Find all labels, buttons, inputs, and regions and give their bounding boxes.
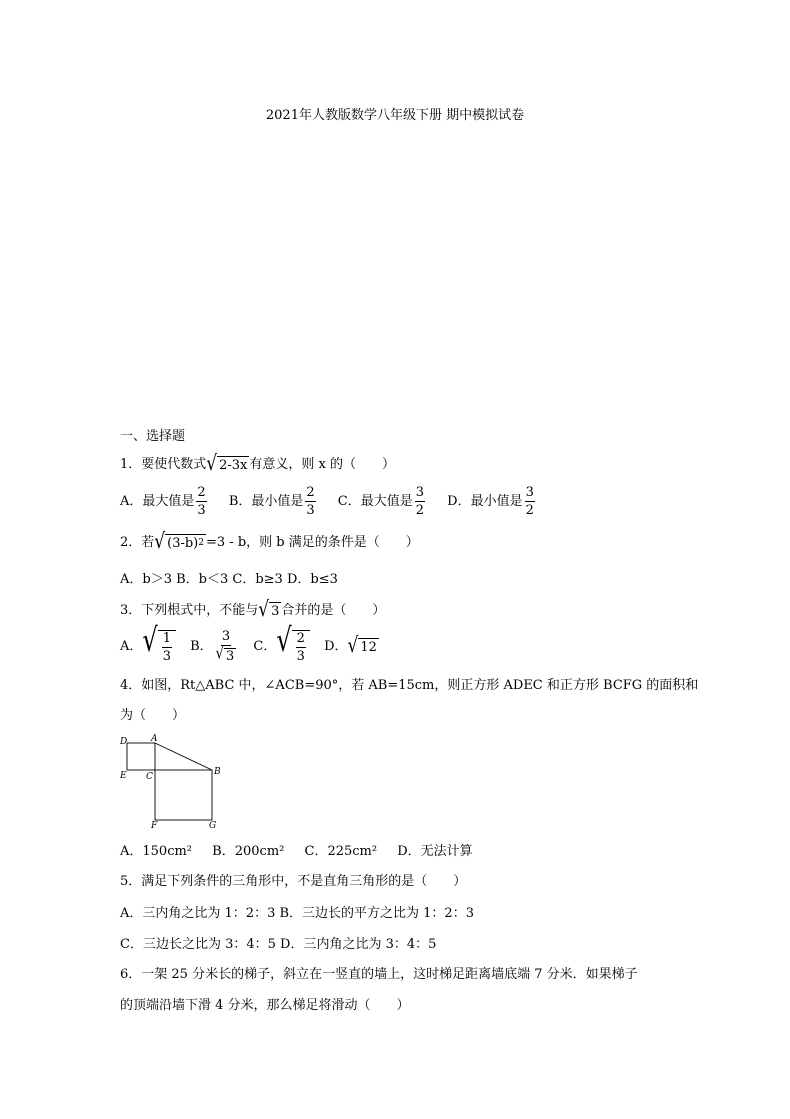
section-heading: 一、选择题 <box>120 429 186 444</box>
q1-option-a: A．最大值是 $\frac{2}{3}$ <box>120 485 206 518</box>
question-1 <box>120 451 396 477</box>
q3-option-a: A． √ $\frac{1}{3}$ <box>120 630 176 663</box>
q4-options <box>120 845 489 858</box>
q2-options: A．b＞3 B．b＜3 C．b≥3 D．b≤3 <box>120 572 338 587</box>
q1-options <box>120 486 553 517</box>
q2-suffix: =3 - b，则 b 满足的条件是（ ） <box>206 535 419 550</box>
q3-suffix: 合并的是（ ） <box>281 603 386 618</box>
question-3 <box>120 597 386 623</box>
q4-option-c: C．225cm² <box>304 844 378 859</box>
q2-radical: √ (3-b) 2 <box>154 529 204 555</box>
q5-stem: 5．满足下列条件的三角形中，不是直角三角形的是（ ） <box>120 874 467 889</box>
label-d: D <box>120 737 128 747</box>
label-a: A <box>151 734 158 744</box>
label-f: F <box>151 821 158 830</box>
q5-options-ab: A．三内角之比为 1：2：3 B．三边长的平方之比为 1：2：3 <box>120 906 474 921</box>
q5-options-cd: C．三边长之比为 3：4：5 D．三内角之比为 3：4：5 <box>120 937 437 952</box>
label-c: C <box>146 772 153 782</box>
q6-stem-line2: 的顶端沿墙下滑 4 分米，那么梯足将滑动（ ） <box>120 998 410 1013</box>
q4-figure <box>118 734 228 830</box>
q1-radicand: 2-3x <box>219 458 248 473</box>
square-bcfg <box>155 770 212 820</box>
square-adec <box>127 743 155 770</box>
hypotenuse-ab <box>155 743 212 770</box>
q4-option-d: D．无法计算 <box>397 844 473 859</box>
q3-prefix: 3．下列根式中，不能与 <box>120 603 259 618</box>
q3-option-d: D． √ 12 <box>324 633 377 659</box>
q1-radical: √ 2-3x <box>206 451 248 477</box>
label-e: E <box>120 771 127 781</box>
question-2 <box>120 529 419 555</box>
q3-option-c: C． √ $\frac{2}{3}$ <box>253 630 310 663</box>
q2-radicand: (3-b) <box>167 536 199 551</box>
q4-stem-line1: 4．如图，Rt△ABC 中，∠ACB=90°，若 AB=15cm，则正方形 ADEC 和正方形 BCFG 的面积和 <box>120 678 699 693</box>
q2-prefix: 2．若 <box>120 535 155 550</box>
q3-radicand: 3 <box>271 604 280 619</box>
label-g: G <box>209 821 217 830</box>
q1-option-b: B．最小值是 $\frac{2}{3}$ <box>228 485 315 518</box>
q1-prefix: 1．要使代数式 <box>120 457 207 472</box>
q1-suffix: 有意义，则 x 的（ ） <box>249 457 396 472</box>
q3-options <box>120 621 395 664</box>
q4-stem-line2: 为（ ） <box>120 708 186 723</box>
q1-option-c: C．最大值是 $\frac{3}{2}$ <box>337 485 425 518</box>
label-b: B <box>214 767 221 777</box>
q2-exponent: 2 <box>198 538 204 548</box>
q6-stem-line1: 6．一架 25 分米长的梯子，斜立在一竖直的墙上，这时梯足距离墙底端 7 分米．如果梯子 <box>120 967 638 982</box>
q3-radical: √ 3 <box>258 597 280 623</box>
q1-option-d: D．最小值是 $\frac{3}{2}$ <box>447 485 534 518</box>
page-title: 2021年人教版数学八年级下册 期中模拟试卷 <box>265 108 525 123</box>
q4-option-b: B．200cm² <box>212 844 285 859</box>
q3-option-b: B． 3 √ 3 <box>190 629 235 664</box>
q4-option-a: A．150cm² <box>120 844 193 859</box>
